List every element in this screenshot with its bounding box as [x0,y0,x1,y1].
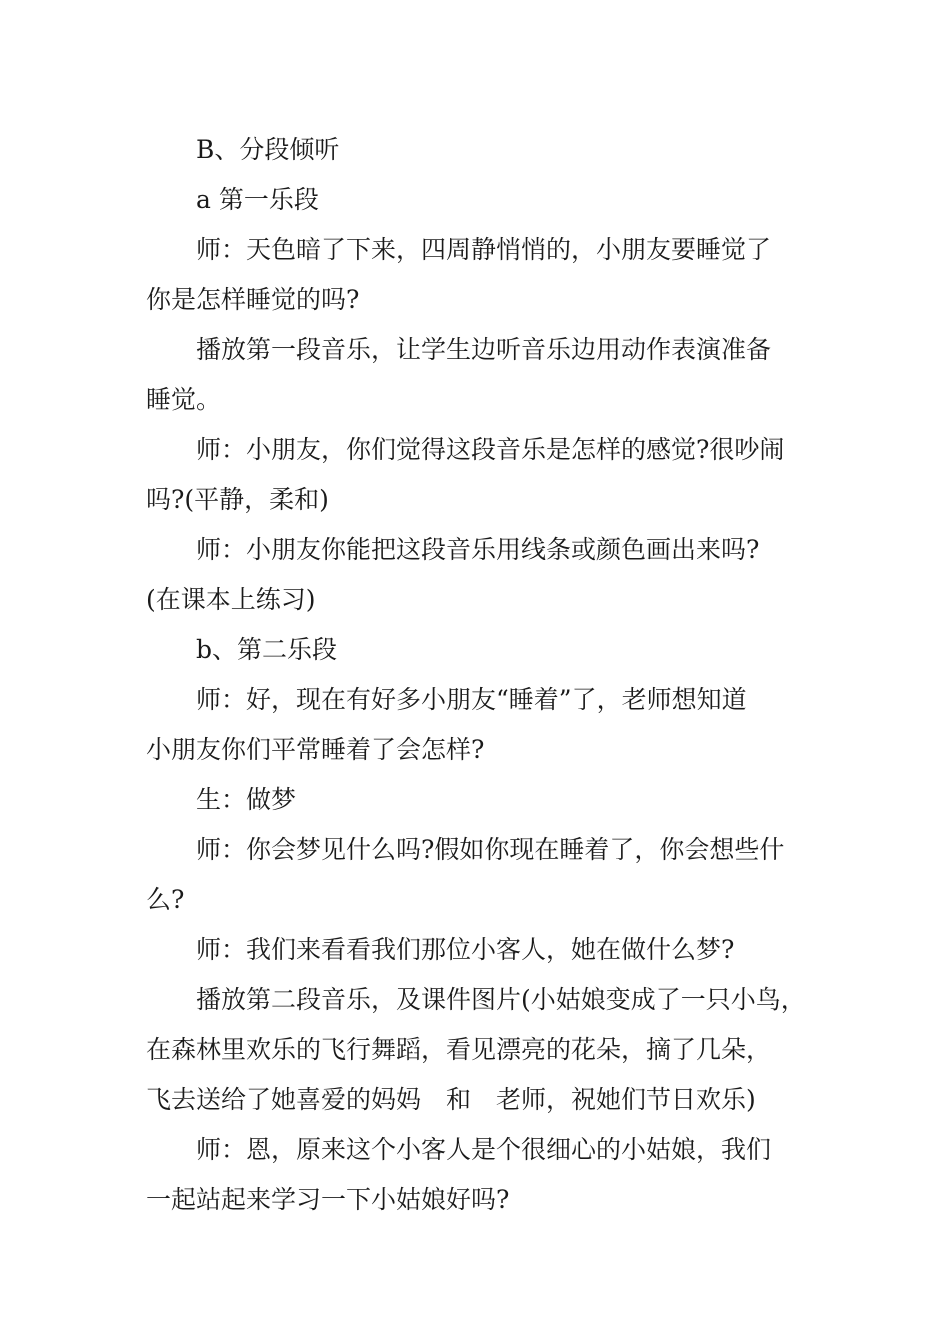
paragraph-line: 飞去送给了她喜爱的妈妈 和 老师，祝她们节日欢乐) [146,1085,756,1114]
heading-second-section: b、第二乐段 [196,635,338,664]
paragraph-line: 师：小朋友你能把这段音乐用线条或颜色画出来吗? [196,535,760,564]
paragraph-line: 播放第二段音乐，及课件图片(小姑娘变成了一只小鸟， [196,985,806,1014]
paragraph-line: 师：天色暗了下来，四周静悄悄的，小朋友要睡觉了 [196,235,772,264]
paragraph-line: 师：好，现在有好多小朋友“睡着”了，老师想知道 [196,685,747,714]
paragraph-line: (在课本上练习) [146,585,316,614]
paragraph-line: 师：你会梦见什么吗?假如你现在睡着了，你会想些什 [196,835,785,864]
paragraph-line: 在森林里欢乐的飞行舞蹈，看见漂亮的花朵，摘了几朵， [146,1035,772,1064]
paragraph-line: 你是怎样睡觉的吗? [146,285,360,314]
paragraph-line: 播放第一段音乐，让学生边听音乐边用动作表演准备 [196,335,772,364]
heading-first-section: a 第一乐段 [196,185,319,214]
heading-segmented-listening: B、分段倾听 [196,135,340,164]
paragraph-line: 睡觉。 [146,385,222,414]
paragraph-line: 一起站起来学习一下小姑娘好吗? [146,1185,510,1214]
paragraph-line: 师：恩，原来这个小客人是个很细心的小姑娘，我们 [196,1135,772,1164]
paragraph-line: 师：小朋友，你们觉得这段音乐是怎样的感觉?很吵闹 [196,435,785,464]
paragraph-line: 么? [146,885,185,914]
paragraph-line: 小朋友你们平常睡着了会怎样? [146,735,485,764]
paragraph-line: 师：我们来看看我们那位小客人，她在做什么梦? [196,935,735,964]
paragraph-line: 生：做梦 [196,785,297,814]
paragraph-line: 吗?(平静，柔和) [146,485,329,514]
